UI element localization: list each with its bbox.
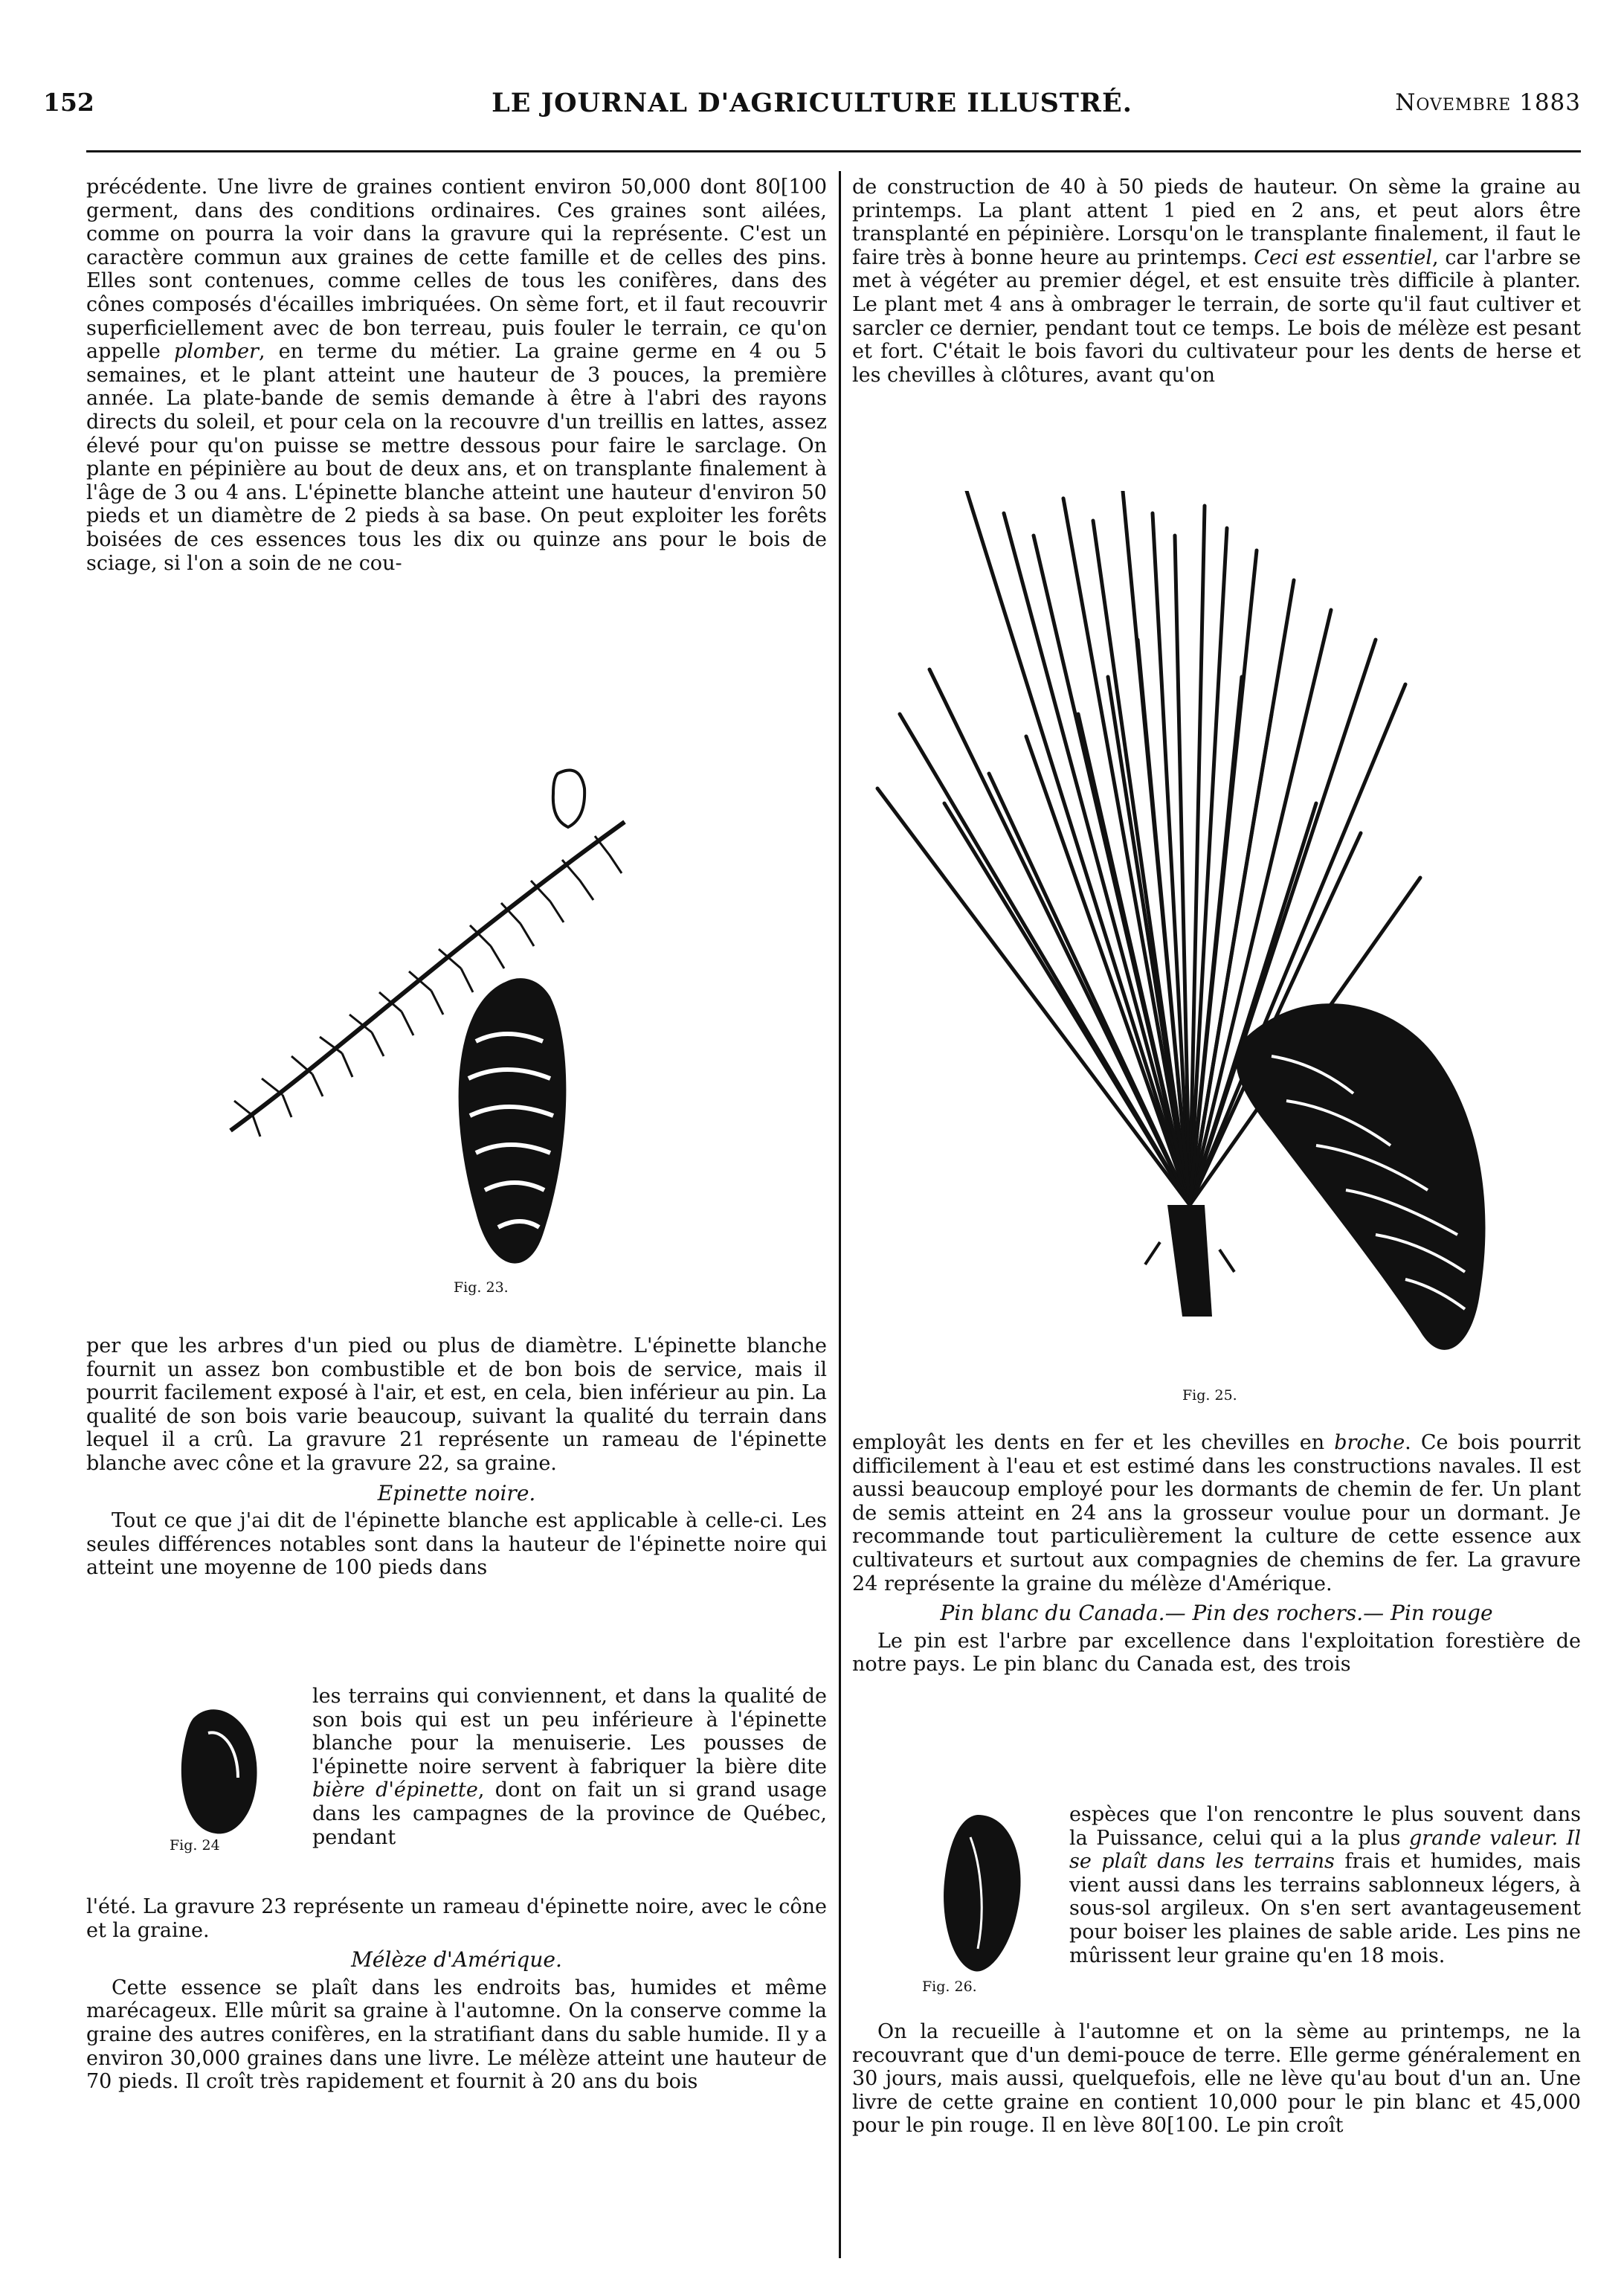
figure-23-caption: Fig. 23. (454, 1279, 509, 1296)
text-run: les terrains qui conviennent, et dans la qualité de son bois qui est un peu inférieure à l'épinette blanche pour la menuiserie. Les pousses de l'épinette noire servent à fabriquer la bière dite (312, 1685, 827, 1778)
paragraph: l'été. La gravure 23 représente un rameau d'épinette noire, avec le cône et la graine. (86, 1895, 827, 1942)
seed-illustration (149, 1688, 297, 1837)
journal-title: LE JOURNAL D'AGRICULTURE ILLUSTRÉ. (492, 88, 1132, 118)
right-text-top (852, 176, 1581, 387)
text-run: . Ce bois pourrit difficilement à l'eau et est estimé dans les constructions navales. Il est aussi beaucoup employé pour les dormants de chemin de fer. Un plant de semis atteint en 24 ans la grosseur voulue pour un dormant. Je recommande tout particulièrement la culture de cette essence aux cultivateurs et surtout aux compagnies de chemins de fer. La gravure 24 représente la graine du mélèze d'Amérique. (852, 1431, 1581, 1595)
figure-24 (149, 1688, 297, 1859)
text-run: frais et humides, mais vient aussi dans les terrains sablonneux légers, à sous-sol argileux. On s'en sert avantageusement pour boiser les plaines de sable aride. Les pins ne mûrissent leur graine qu'en 18 mois. (1069, 1850, 1581, 1967)
left-text-wrap (312, 1685, 827, 1849)
italic-term: Ceci est essentiel (1254, 245, 1432, 269)
figure-25 (855, 491, 1576, 1413)
column-divider (839, 171, 841, 2258)
paragraph (312, 1685, 827, 1849)
spruce-branch-illustration (208, 759, 744, 1302)
section-heading-pin: Pin blanc du Canada.— Pin des rochers.— Pin rouge (940, 1601, 1493, 1626)
header-rule (86, 150, 1581, 152)
pine-seed-illustration (907, 1807, 1056, 1979)
text-run: espèces que l'on rencontre le plus souvent dans la Puissance, celui qui a la plus (1069, 1803, 1581, 1850)
left-text-top (86, 176, 827, 575)
section-heading-meleze: Mélèze d'Amérique. (351, 1947, 562, 1973)
figure-25-caption: Fig. 25. (1182, 1387, 1237, 1404)
text-run: , en terme du métier. La graine germe en 4 ou 5 semaines, et le plant atteint une hauteur de 3 pouces, la première année. La plate-bande de semis demande à être à l'abri des rayons directs du soleil, et pour cela on la recouvre d'un treillis en lattes, assez élevé pour qu'on puisse se mettre dessous pour faire le sarclage. On plante en pépinière au bout de deux ans, et on transplante finalement à l'âge de 3 ou 4 ans. L'épinette blanche atteint une hauteur d'environ 50 pieds et un diamètre de 2 pieds à sa base. On peut exploiter les forêts boisées de ces essences tous les dix ou quinze ans pour le bois de sciage, si l'on a soin de ne cou- (86, 340, 827, 575)
figure-23 (208, 759, 744, 1302)
text-run: précédente. Une livre de graines contient environ 50,000 dont 80[100 germent, dans des conditions ordinaires. Ces graines sont ailées, comme on pourra la voir dans la gravure qui la représente. C'est un caractère commun aux graines de cette famille et de celles des pins. Elles sont contenues, comme celles de tous les conifères, dans des cônes composés d'écailles imbriquées. On sème fort, et il faut recouvrir superficiellement avec de bon terreau, puis fouler le terrain, ce qu'on appelle (86, 176, 827, 364)
issue-date: Novembre 1883 (1395, 89, 1581, 116)
paragraph: Cette essence se plaît dans les endroits bas, humides et même marécageux. Elle mûrit sa graine à l'automne. On la conserve comme la graine des autres conifères, en la stratifiant dans du sable humide. Il y a environ 30,000 graines dans une livre. Le mélèze atteint une hauteur de 70 pieds. Il croît très rapidement et fournit à 20 ans du bois (86, 1976, 827, 2094)
figure-24-caption: Fig. 24 (170, 1837, 220, 1854)
section-heading-epinette-noire: Epinette noire. (377, 1480, 536, 1505)
italic-term: grande valeur. Il se plaît dans les terrains (1069, 1826, 1581, 1874)
right-text-wrap (1069, 1803, 1581, 1967)
text-run: employât les dents en fer et les chevilles en (852, 1431, 1325, 1454)
paragraph: Le pin est l'arbre par excellence dans l'exploitation forestière de notre pays. Le pin blanc du Canada est, des trois (852, 1629, 1581, 1677)
page-header (43, 88, 1581, 132)
text-run: , dont on fait un si grand usage dans les campagnes de la province de Québec, pendant (312, 1778, 827, 1849)
paragraph (852, 176, 1581, 387)
italic-term: plomber (174, 340, 259, 364)
left-text-middle (86, 1334, 827, 1580)
italic-term: bière d'épinette (312, 1778, 478, 1802)
pine-branch-illustration (855, 491, 1576, 1398)
figure-26-caption: Fig. 26. (922, 1979, 977, 1995)
paragraph (86, 176, 827, 575)
paragraph: On la recueille à l'automne et on la sème au printemps, ne la recouvrant que d'un demi-pouce de terre. Elle germe généralement en 30 jours, mais aussi, quelquefois, elle ne lève qu'au bout d'un an. Une livre de cette graine en contient 10,000 pour le pin blanc et 45,000 pour le pin rouge. Il en lève 80[100. Le pin croît (852, 2020, 1581, 2138)
figure-26 (907, 1807, 1056, 2001)
paragraph (1069, 1803, 1581, 1967)
text-run: de construction de 40 à 50 pieds de hauteur. On sème la graine au printemps. La plant attent 1 pied en 2 ans, et peut alors être transplanté en pépinière. Lorsqu'on le transplante finalement, il faut le faire très à bonne heure au printemps. (852, 176, 1581, 269)
right-text-bottom (852, 2020, 1581, 2138)
italic-term: broche (1334, 1431, 1405, 1454)
paragraph: per que les arbres d'un pied ou plus de diamètre. L'épinette blanche fournit un assez bon combustible et de bon bois de service, mais il pourrit facilement exposé à l'air, et est, en cela, bien inférieur au pin. La qualité de son bois varie beaucoup, suivant la qualité du terrain dans lequel il a crû. La gravure 21 représente un rameau de l'épinette blanche avec cône et la gravure 22, sa graine. (86, 1334, 827, 1475)
right-text-middle (852, 1431, 1581, 1677)
left-text-bottom (86, 1895, 827, 2094)
page-number: 152 (43, 88, 94, 117)
text-run: , car l'arbre se met à végéter au premier dégel, et est ensuite très difficile à planter. Le plant met 4 ans à ombrager le terrain, de sorte qu'il faut cultiver et sarcler ce dernier, pendant tout ce temps. Le bois de mélèze est pesant et fort. C'était le bois favori du cultivateur pour les dents de herse et les chevilles à clôtures, avant qu'on (852, 245, 1581, 387)
paragraph: Tout ce que j'ai dit de l'épinette blanche est applicable à celle-ci. Les seules différences notables sont dans la hauteur de l'épinette noire qui atteint une moyenne de 100 pieds dans (86, 1509, 827, 1580)
paragraph (852, 1431, 1581, 1595)
